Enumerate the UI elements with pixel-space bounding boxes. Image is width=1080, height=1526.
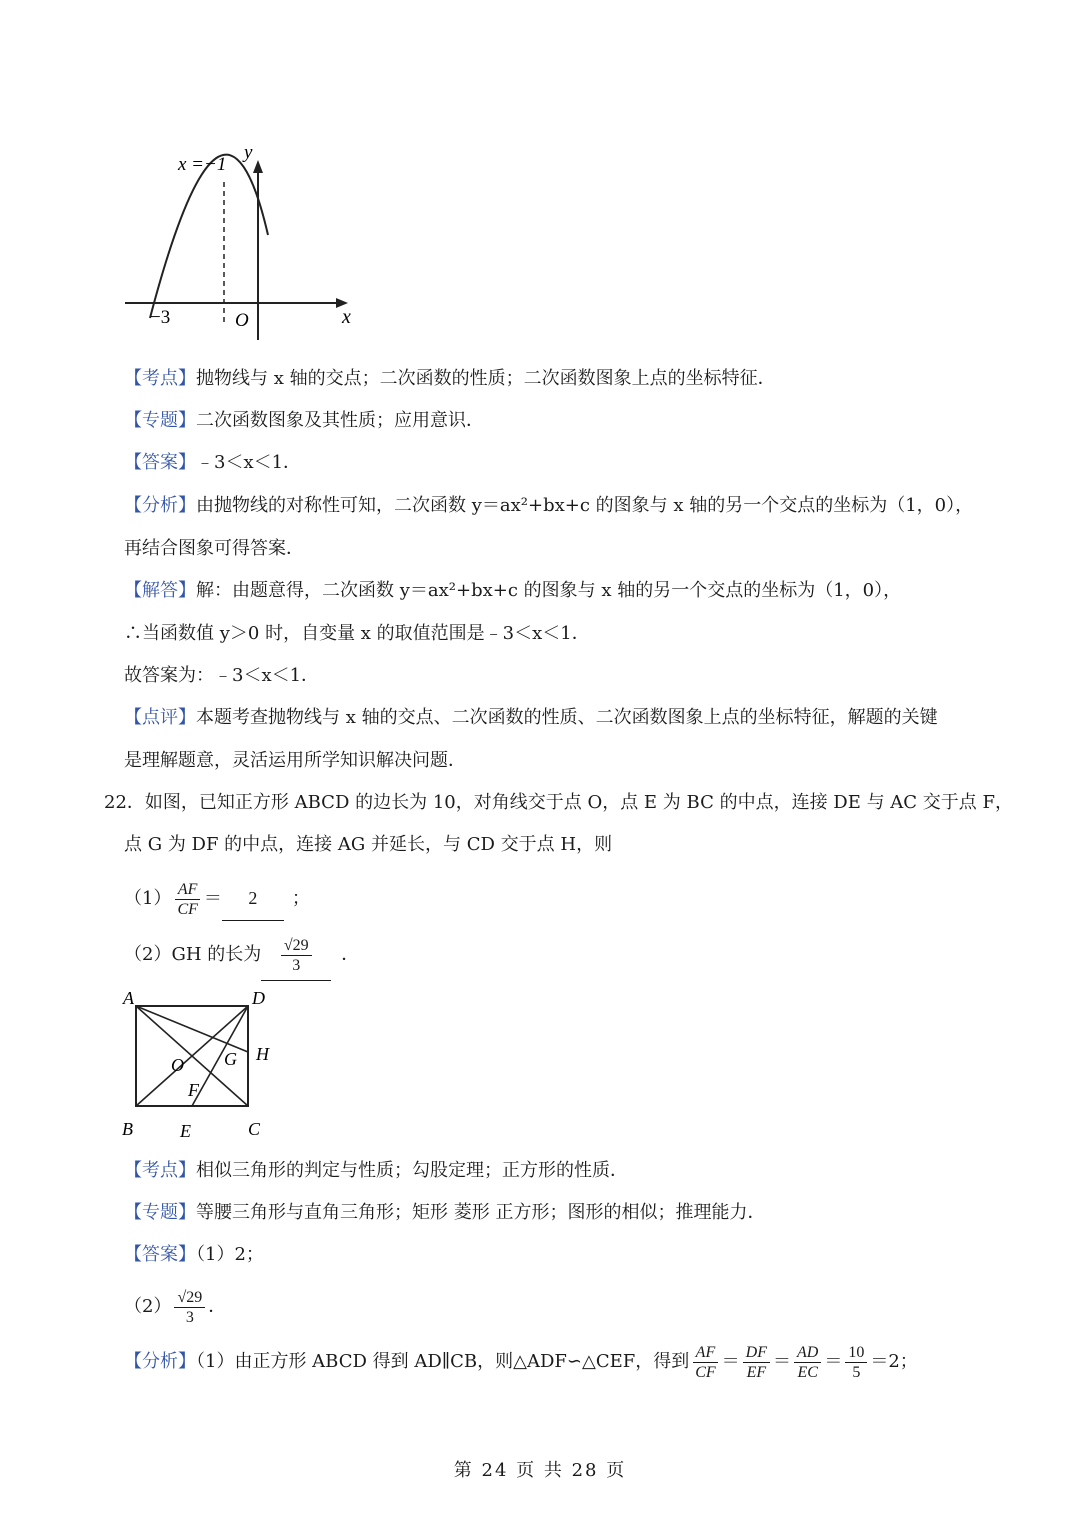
fenxi-frac-1 <box>692 1343 718 1382</box>
label-d: D <box>252 988 265 1008</box>
frac-num: AD <box>794 1343 821 1363</box>
q21-jieda-line2: ∴当函数值 y＞0 时，自变量 x 的取值范围是﹣3＜x＜1． <box>124 623 590 644</box>
daan2-end: ． <box>208 1296 227 1317</box>
fenxi-text: （1）由正方形 ABCD 得到 AD∥CB，则△ADF∽△CEF，得到 <box>196 1351 690 1372</box>
part1-eq: ＝ <box>203 888 222 909</box>
fenxi-eq: ＝ <box>824 1351 843 1372</box>
label-c: C <box>248 1119 261 1139</box>
origin-label: O <box>235 310 249 331</box>
q21-jieda <box>124 579 901 603</box>
frac-den: 3 <box>292 956 301 974</box>
kaodian-text: 抛物线与 x 轴的交点；二次函数的性质；二次函数图象上点的坐标特征． <box>196 368 776 389</box>
q21-kaodian <box>124 367 776 391</box>
af-cf-fraction <box>174 880 200 919</box>
page-footer: 第 24 页 共 28 页 <box>453 1460 627 1481</box>
fenxi-result: 2； <box>888 1351 918 1372</box>
jieda-line-1: 解：由题意得，二次函数 y＝ax²+bx+c 的图象与 x 轴的另一个交点的坐标为（1，0）， <box>196 580 902 601</box>
q21-fenxi <box>124 494 973 518</box>
part1-prefix: （1） <box>124 888 172 909</box>
dianping-tag: 【点评】 <box>124 707 196 728</box>
y-axis-arrow <box>253 160 263 173</box>
frac-den: 3 <box>185 1308 194 1326</box>
label-e: E <box>180 1121 191 1141</box>
fenxi-tag: 【分析】 <box>124 495 196 516</box>
frac-den: EF <box>746 1363 767 1381</box>
daan-text: ﹣3＜x＜1． <box>196 452 302 473</box>
fenxi-tag: 【分析】 <box>124 1351 196 1372</box>
label-o: O <box>171 1055 184 1075</box>
daan2-prefix: （2） <box>124 1296 172 1317</box>
part2-answer-blank <box>261 930 331 981</box>
q22-daan <box>124 1243 264 1267</box>
symmetry-axis-label: x =−1 <box>178 154 227 175</box>
kaodian-text: 相似三角形的判定与性质；勾股定理；正方形的性质． <box>196 1160 628 1181</box>
q21-zhuanti <box>124 409 484 433</box>
parabola-figure <box>120 140 370 345</box>
q21-daan <box>124 451 301 475</box>
kaodian-tag: 【考点】 <box>124 1160 196 1181</box>
jieda-tag: 【解答】 <box>124 580 196 601</box>
q22-fenxi <box>124 1338 918 1386</box>
zhuanti-tag: 【专题】 <box>124 410 196 431</box>
frac-num: DF <box>743 1343 770 1363</box>
zhuanti-text: 等腰三角形与直角三角形；矩形 菱形 正方形；图形的相似；推理能力． <box>196 1202 766 1223</box>
q21-dianping-line2: 是理解题意，灵活运用所学知识解决问题． <box>124 750 466 771</box>
frac-den: CF <box>177 900 198 918</box>
q21-jieda-line3: 故答案为：﹣3＜x＜1． <box>124 665 320 686</box>
daan2-fraction <box>174 1288 205 1327</box>
segment-de <box>192 1006 248 1106</box>
frac-num: AF <box>175 880 201 900</box>
q22-part1 <box>124 876 310 921</box>
frac-num: √29 <box>281 936 312 956</box>
part2-prefix: （2）GH 的长为 <box>124 944 262 965</box>
daan-tag: 【答案】 <box>124 452 196 473</box>
q21-fenxi-line2: 再结合图象可得答案． <box>124 538 304 559</box>
frac-num: √29 <box>174 1288 205 1308</box>
kaodian-tag: 【考点】 <box>124 368 196 389</box>
label-a: A <box>123 988 134 1008</box>
fenxi-frac-3 <box>794 1343 821 1382</box>
square-figure <box>115 985 285 1145</box>
daan-text: （1）2； <box>196 1244 264 1265</box>
frac-num: AF <box>693 1343 719 1363</box>
zhuanti-text: 二次函数图象及其性质；应用意识． <box>196 410 484 431</box>
fenxi-frac-2 <box>743 1343 770 1382</box>
label-f: F <box>188 1080 199 1100</box>
zhuanti-tag: 【专题】 <box>124 1202 196 1223</box>
fenxi-line-1: 由抛物线的对称性可知，二次函数 y＝ax²+bx+c 的图象与 x 轴的另一个交点的坐标为（1，0）， <box>196 495 974 516</box>
part2-end: ． <box>341 944 360 965</box>
part1-answer: 2 <box>222 876 284 921</box>
fenxi-eq: ＝ <box>870 1351 889 1372</box>
label-b: B <box>122 1119 133 1139</box>
parabola-curve <box>150 155 268 318</box>
fenxi-eq: ＝ <box>721 1351 740 1372</box>
segment-ah <box>136 1006 248 1052</box>
label-g: G <box>224 1049 237 1069</box>
dianping-line-1: 本题考查抛物线与 x 轴的交点、二次函数的性质、二次函数图象上点的坐标特征，解题的关键 <box>196 707 938 728</box>
label-h: H <box>256 1044 269 1064</box>
q21-dianping <box>124 706 938 730</box>
frac-den: 5 <box>852 1363 861 1381</box>
frac-den: CF <box>695 1363 716 1381</box>
fenxi-eq: ＝ <box>773 1351 791 1372</box>
part2-answer-fraction <box>281 936 312 975</box>
q22-daan-part2 <box>124 1283 226 1331</box>
q22-stem-line1: 22．如图，已知正方形 ABCD 的边长为 10，对角线交于点 O，点 E 为 BC 的中点，连接 DE 与 AC 交于点 F， <box>104 792 1014 813</box>
daan-tag: 【答案】 <box>124 1244 196 1265</box>
q22-zhuanti <box>124 1201 765 1225</box>
q22-stem-line2: 点 G 为 DF 的中点，连接 AG 并延长，与 CD 交于点 H，则 <box>124 834 613 855</box>
root-label: −3 <box>150 307 171 328</box>
fenxi-frac-4 <box>845 1343 867 1382</box>
part1-end: ； <box>291 888 310 909</box>
frac-den: EC <box>797 1363 818 1381</box>
q22-part2 <box>124 930 359 981</box>
frac-num: 10 <box>845 1343 867 1363</box>
q22-kaodian <box>124 1159 628 1183</box>
x-axis-label: x <box>342 306 351 328</box>
y-axis-label: y <box>244 142 253 163</box>
